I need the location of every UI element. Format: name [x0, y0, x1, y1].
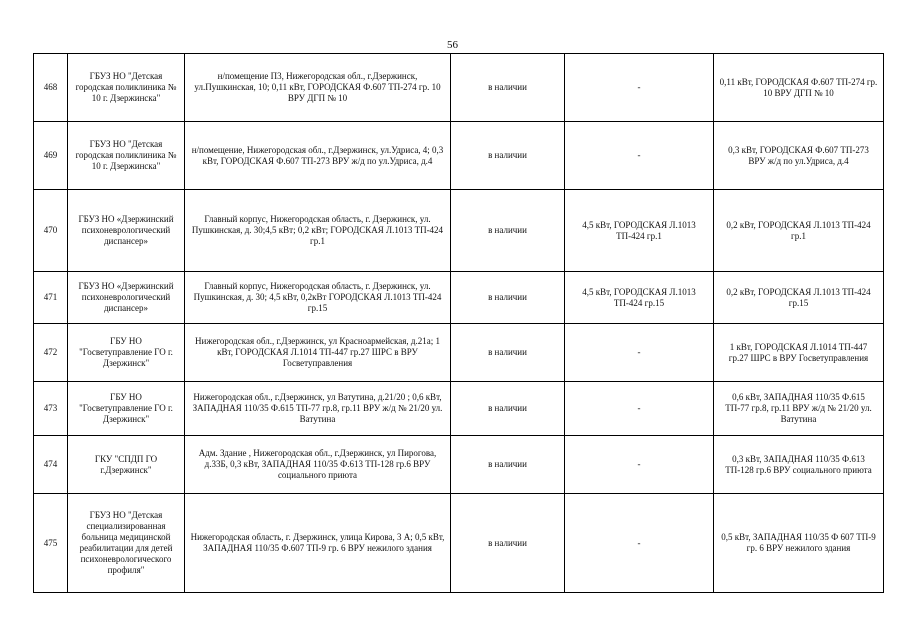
- organization-cell: ГБУЗ НО «Дзержинский психоневрологический диспансер»: [68, 190, 185, 272]
- table-row: [34, 436, 884, 494]
- row-number: 475: [34, 494, 68, 593]
- page-number: 56: [447, 39, 458, 51]
- capacity-cell: -: [565, 122, 714, 190]
- organization-cell: ГКУ "СПДП ГО г.Дзержинск": [68, 436, 185, 494]
- status-cell: в наличии: [451, 436, 565, 494]
- capacity-available-cell: 0,3 кВт, ЗАПАДНАЯ 110/35 Ф.613 ТП-128 гр.6 ВРУ социального приюта: [714, 436, 884, 494]
- status-cell: в наличии: [451, 54, 565, 122]
- capacity-available-cell: 0,11 кВт, ГОРОДСКАЯ Ф.607 ТП-274 гр. 10 ВРУ ДГП № 10: [714, 54, 884, 122]
- address-cell: Главный корпус, Нижегородская область, г. Дзержинск, ул. Пушкинская, д. 30;4,5 кВт; 0,2 кВт; ГОРОДСКАЯ Л.1013 ТП-424 гр.1: [185, 190, 451, 272]
- data-table: [33, 53, 884, 593]
- capacity-available-cell: 1 кВт, ГОРОДСКАЯ Л.1014 ТП-447 гр.27 ШРС в ВРУ Госветуправления: [714, 324, 884, 382]
- capacity-available-cell: 0,5 кВт, ЗАПАДНАЯ 110/35 Ф 607 ТП-9 гр. 6 ВРУ нежилого здания: [714, 494, 884, 593]
- capacity-available-cell: 0,3 кВт, ГОРОДСКАЯ Ф.607 ТП-273 ВРУ ж/д по ул.Удриса, д.4: [714, 122, 884, 190]
- capacity-available-cell: 0,2 кВт, ГОРОДСКАЯ Л.1013 ТП-424 гр.15: [714, 272, 884, 324]
- organization-cell: ГБУ НО "Госветуправление ГО г. Дзержинск": [68, 324, 185, 382]
- capacity-cell: -: [565, 54, 714, 122]
- table-row: [34, 190, 884, 272]
- capacity-cell: -: [565, 436, 714, 494]
- capacity-cell: -: [565, 324, 714, 382]
- organization-cell: ГБУ НО "Госветуправление ГО г. Дзержинск": [68, 382, 185, 436]
- row-number: 472: [34, 324, 68, 382]
- row-number: 474: [34, 436, 68, 494]
- table-row: [34, 272, 884, 324]
- row-number: 471: [34, 272, 68, 324]
- table-row: [34, 494, 884, 593]
- address-cell: Нижегородская обл., г.Дзержинск, ул Красноармейская, д.21а; 1 кВт, ГОРОДСКАЯ Л.1014 ТП-447 гр.27 ШРС в ВРУ Госветуправления: [185, 324, 451, 382]
- organization-cell: ГБУЗ НО "Детская специализированная больница медицинской реабилитации для детей психоневрологического профиля": [68, 494, 185, 593]
- address-cell: н/помещение, Нижегородская обл., г.Дзержинск, ул.Удриса, 4; 0,3 кВт, ГОРОДСКАЯ Ф.607 ТП-273 ВРУ ж/д по ул.Удриса, д.4: [185, 122, 451, 190]
- status-cell: в наличии: [451, 382, 565, 436]
- address-cell: Главный корпус, Нижегородская область, г. Дзержинск, ул. Пушкинская, д. 30; 4,5 кВт, 0,2кВт ГОРОДСКАЯ Л.1013 ТП-424 гр.15: [185, 272, 451, 324]
- address-cell: Адм. Здание , Нижегородская обл., г.Дзержинск, ул Пирогова, д.33Б, 0,3 кВт, ЗАПАДНАЯ 110/35 Ф.613 ТП-128 гр.6 ВРУ социального приюта: [185, 436, 451, 494]
- capacity-cell: -: [565, 494, 714, 593]
- capacity-cell: 4,5 кВт, ГОРОДСКАЯ Л.1013 ТП-424 гр.15: [565, 272, 714, 324]
- table-row: [34, 324, 884, 382]
- organization-cell: ГБУЗ НО "Детская городская поликлиника № 10 г. Дзержинска": [68, 122, 185, 190]
- table-row: [34, 122, 884, 190]
- row-number: 470: [34, 190, 68, 272]
- organization-cell: ГБУЗ НО "Детская городская поликлиника № 10 г. Дзержинска": [68, 54, 185, 122]
- address-cell: Нижегородская область, г. Дзержинск, улица Кирова, 3 А; 0,5 кВт, ЗАПАДНАЯ 110/35 Ф.607 ТП-9 гр. 6 ВРУ нежилого здания: [185, 494, 451, 593]
- address-cell: Нижегородская обл., г.Дзержинск, ул Ватутина, д.21/20 ; 0,6 кВт, ЗАПАДНАЯ 110/35 Ф.615 ТП-77 гр.8, гр.11 ВРУ ж/д № 21/20 ул. Ватутина: [185, 382, 451, 436]
- status-cell: в наличии: [451, 122, 565, 190]
- capacity-cell: -: [565, 382, 714, 436]
- table-row: [34, 54, 884, 122]
- row-number: 469: [34, 122, 68, 190]
- table-row: [34, 382, 884, 436]
- capacity-available-cell: 0,6 кВт, ЗАПАДНАЯ 110/35 Ф.615 ТП-77 гр.8, гр.11 ВРУ ж/д № 21/20 ул. Ватутина: [714, 382, 884, 436]
- address-cell: н/помещение П3, Нижегородская обл., г.Дзержинск, ул.Пушкинская, 10; 0,11 кВт, ГОРОДСКАЯ Ф.607 ТП-274 гр. 10 ВРУ ДГП № 10: [185, 54, 451, 122]
- status-cell: в наличии: [451, 190, 565, 272]
- row-number: 473: [34, 382, 68, 436]
- status-cell: в наличии: [451, 494, 565, 593]
- status-cell: в наличии: [451, 272, 565, 324]
- capacity-available-cell: 0,2 кВт, ГОРОДСКАЯ Л.1013 ТП-424 гр.1: [714, 190, 884, 272]
- status-cell: в наличии: [451, 324, 565, 382]
- organization-cell: ГБУЗ НО «Дзержинский психоневрологический диспансер»: [68, 272, 185, 324]
- capacity-cell: 4,5 кВт, ГОРОДСКАЯ Л.1013 ТП-424 гр.1: [565, 190, 714, 272]
- row-number: 468: [34, 54, 68, 122]
